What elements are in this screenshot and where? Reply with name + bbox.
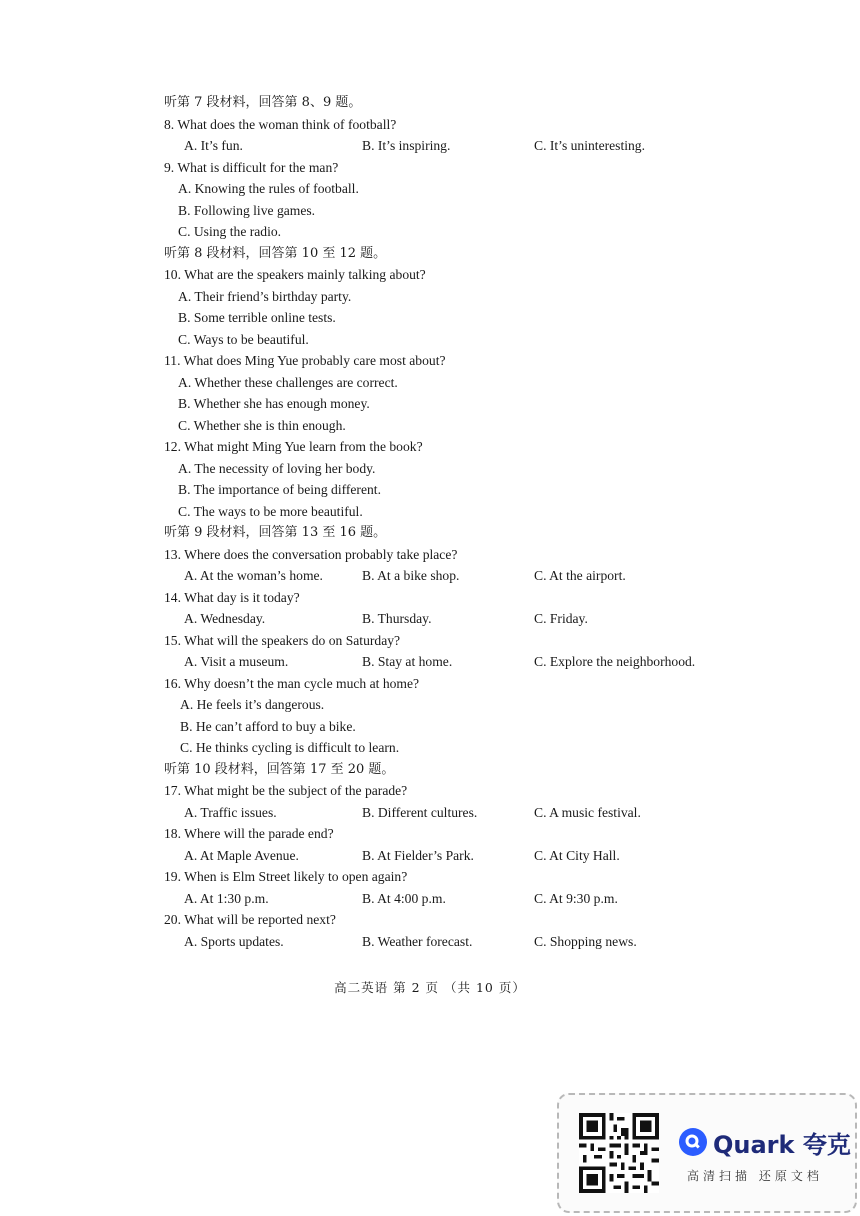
quark-tagline: 高清扫描 还原文档 [687,1169,823,1183]
answer-option: C. Shopping news. [534,933,637,949]
answer-option: C. At 9:30 p.m. [534,890,618,906]
answer-option: C. Whether she is thin enough. [178,417,346,433]
answer-option: A. Knowing the rules of football. [178,181,359,196]
answer-option: C. Explore the neighborhood. [534,654,696,669]
question-text: 10. What are the speakers mainly talking about? [164,267,426,282]
section-header: 听第 10 段材料，回答第 17 至 20 题。 [164,761,395,777]
question-text: 18. Where will the parade end? [164,826,334,841]
answer-option: A. It’s fun. [184,138,243,153]
answer-option: C. Ways to be beautiful. [178,331,309,347]
quark-logo [679,1125,851,1159]
answer-option: B. Following live games. [178,202,316,218]
answer-option: B. The importance of being different. [178,482,381,497]
question-text: 12. What might Ming Yue learn from the book? [164,439,423,454]
question-text: 14. What day is it today? [164,589,300,605]
section-header: 听第 9 段材料，回答第 13 至 16 题。 [164,525,387,540]
answer-option: C. It’s uninteresting. [534,138,646,153]
question-text: 19. When is Elm Street likely to open again? [164,869,408,884]
answer-option: A. Whether these challenges are correct. [178,374,398,390]
answer-option: C. A music festival. [534,804,641,820]
answer-option: B. He can’t afford to buy a bike. [180,718,356,734]
question-text: 20. What will be reported next? [164,912,336,927]
answer-option: A. Visit a museum. [184,654,289,669]
answer-option: A. At Maple Avenue. [184,847,299,863]
page-footer: 高二英语 第 2 页 （共 10 页） [334,980,526,995]
answer-option: A. At the woman’s home. [184,568,323,583]
answer-option: C. The ways to be more beautiful. [178,503,363,519]
question-text: 8. What does the woman think of football? [164,116,397,132]
answer-option: C. Using the radio. [178,224,282,239]
answer-option: B. At a bike shop. [362,568,460,583]
answer-option: B. Thursday. [362,611,432,626]
answer-option: A. Sports updates. [184,933,284,949]
section-header: 听第 7 段材料，回答第 8、9 题。 [164,95,362,110]
answer-option: A. Traffic issues. [184,804,277,820]
answer-option: B. Different cultures. [362,804,478,820]
answer-option: B. Weather forecast. [362,933,473,949]
answer-option: A. He feels it’s dangerous. [180,697,325,712]
quark-scan-badge[interactable] [557,1093,857,1213]
answer-option: B. At Fielder’s Park. [362,847,474,863]
answer-option: A. The necessity of loving her body. [178,460,376,476]
answer-option: A. At 1:30 p.m. [184,890,269,906]
answer-option: C. At City Hall. [534,847,620,863]
question-text: 11. What does Ming Yue probably care most about? [164,353,446,368]
answer-option: A. Their friend’s birthday party. [178,288,352,304]
answer-option: C. Friday. [534,611,588,626]
answer-option: A. Wednesday. [184,611,266,626]
question-text: 9. What is difficult for the man? [164,159,339,175]
question-text: 17. What might be the subject of the parade? [164,783,408,798]
question-text: 16. Why doesn’t the man cycle much at home? [164,675,420,691]
qr-code-icon[interactable] [579,1113,659,1193]
answer-option: B. At 4:00 p.m. [362,890,446,906]
answer-option: B. Whether she has enough money. [178,396,370,411]
answer-option: B. Some terrible online tests. [178,310,336,325]
quark-brand-text: Quark 夸克 [713,1130,851,1159]
question-text: 15. What will the speakers do on Saturday? [164,632,401,648]
quark-logo-icon [679,1128,707,1156]
answer-option: C. He thinks cycling is difficult to learn. [180,740,400,755]
answer-option: B. It’s inspiring. [362,138,451,153]
question-text: 13. Where does the conversation probably take place? [164,546,458,562]
answer-option: B. Stay at home. [362,654,453,669]
answer-option: C. At the airport. [534,568,626,583]
section-header: 听第 8 段材料，回答第 10 至 12 题。 [164,245,387,261]
